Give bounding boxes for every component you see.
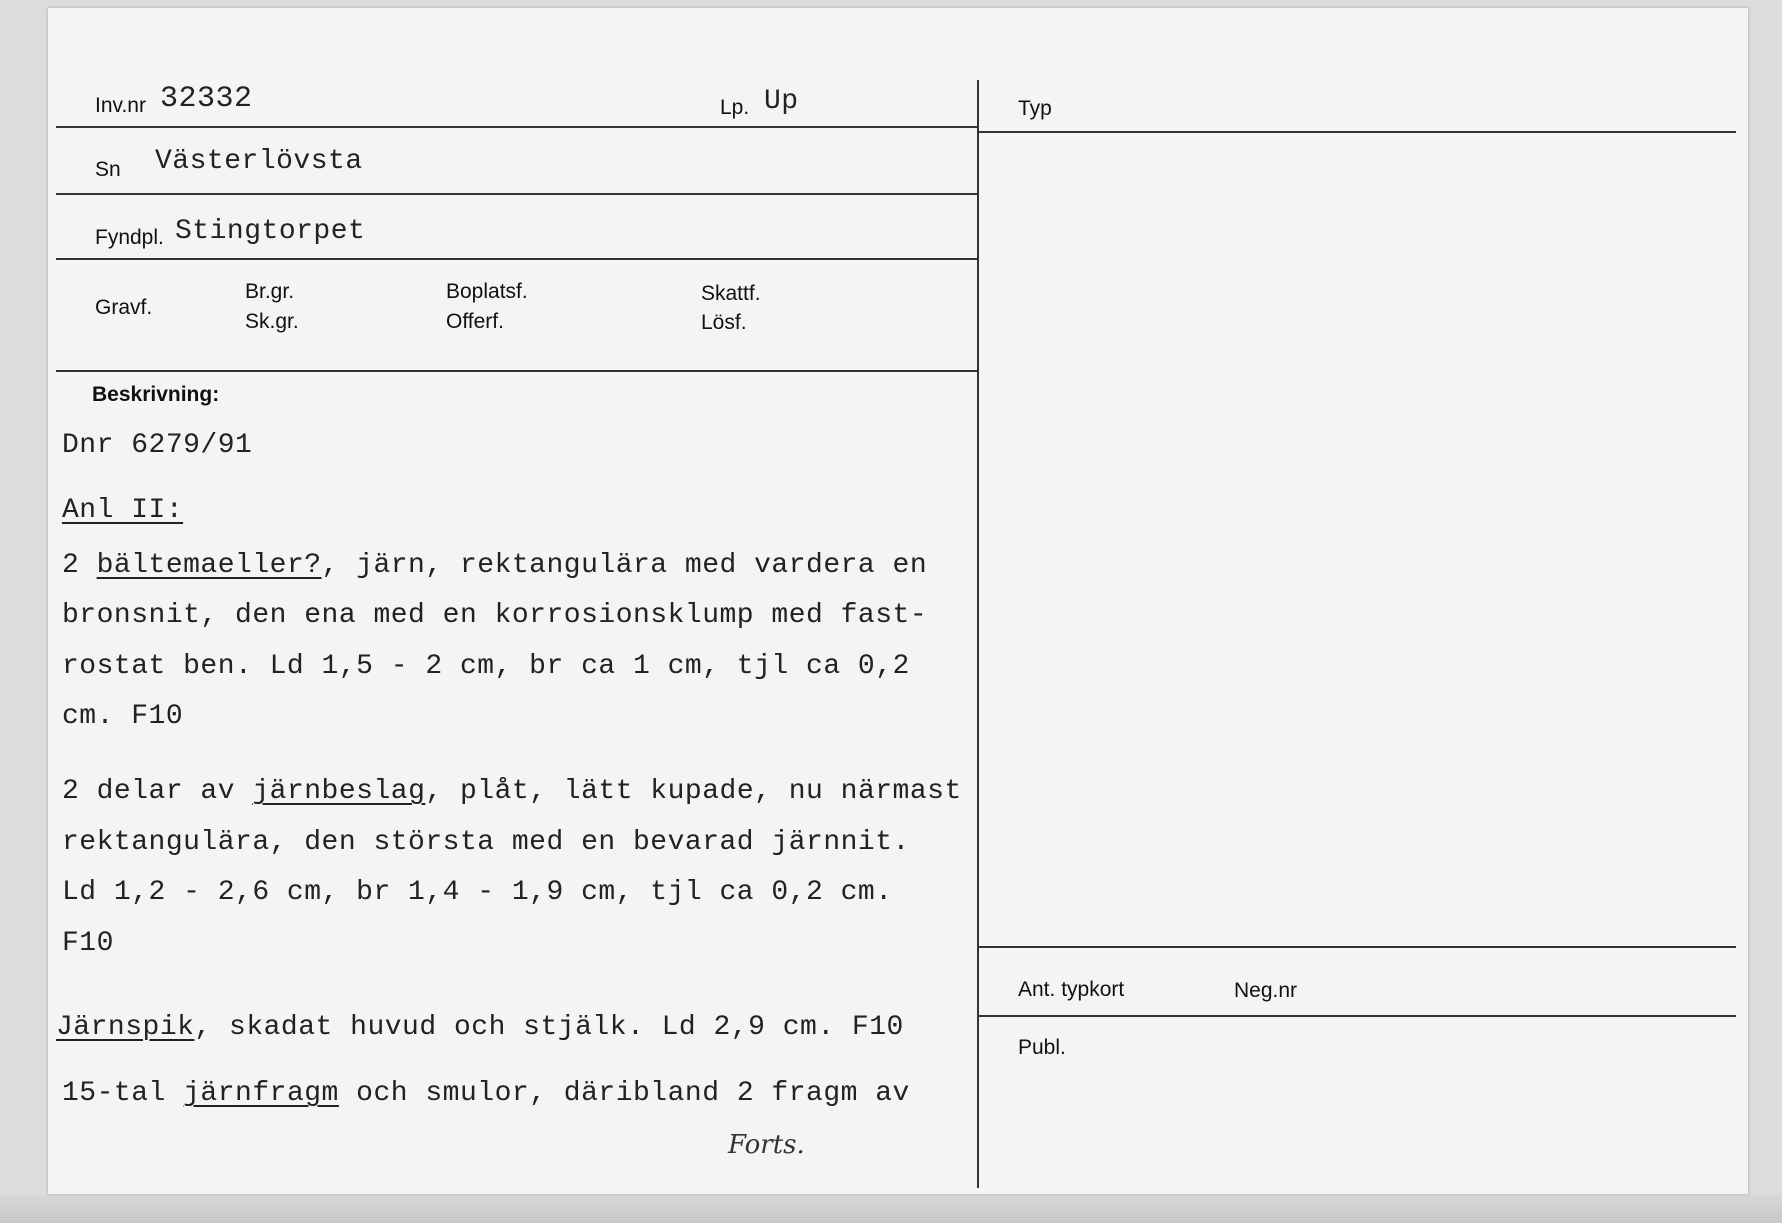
boplatsf-label: Boplatsf. xyxy=(446,280,528,303)
desc-p1-underlined: bältemaeller? xyxy=(96,550,322,581)
desc-p4-underlined: järnfragm xyxy=(183,1078,339,1109)
desc-p2-line1 xyxy=(62,776,962,807)
forts-handwritten: Forts. xyxy=(728,1130,805,1160)
divider-sn xyxy=(56,193,977,195)
desc-p1-line1-post: , järn, rektangulära med vardera en xyxy=(321,550,928,581)
typ-label: Typ xyxy=(1018,97,1052,120)
desc-p2-line4: F10 xyxy=(62,928,114,959)
divider-categories xyxy=(56,370,977,372)
desc-p1-line4: cm. F10 xyxy=(62,701,184,732)
divider-fyndpl xyxy=(56,258,977,260)
lp-value: Up xyxy=(764,86,799,117)
skgr-label: Sk.gr. xyxy=(245,310,299,333)
divider-right-footer xyxy=(979,1015,1736,1017)
desc-p4-line1-pre: 15-tal xyxy=(62,1078,184,1109)
background-edge xyxy=(0,1195,1782,1223)
desc-p3-underlined: Järnspik xyxy=(56,1012,195,1043)
desc-p2-line1-post: , plåt, lätt kupade, nu närmast xyxy=(425,776,962,807)
desc-p4-line1 xyxy=(62,1078,910,1109)
desc-p2-line2: rektangulära, den största med en bevarad järnnit. xyxy=(62,827,910,858)
skattf-label: Skattf. xyxy=(701,282,761,305)
fyndpl-label: Fyndpl. xyxy=(95,226,164,249)
fyndpl-value: Stingtorpet xyxy=(175,216,366,247)
catalog-card xyxy=(48,8,1748,1194)
desc-p1-line1-pre: 2 xyxy=(62,550,97,581)
sn-label: Sn xyxy=(95,158,121,181)
desc-p3-line1-post: , skadat huvud och stjälk. Ld 2,9 cm. F10 xyxy=(194,1012,904,1043)
desc-p3-line1 xyxy=(56,1012,904,1043)
desc-p2-line3: Ld 1,2 - 2,6 cm, br 1,4 - 1,9 cm, tjl ca 0,2 cm. xyxy=(62,877,893,908)
inv-nr-value: 32332 xyxy=(160,82,253,116)
neg-nr-label: Neg.nr xyxy=(1234,979,1298,1002)
desc-p4-line1-post: och smulor, däribland 2 fragm av xyxy=(338,1078,910,1109)
anl-heading: Anl II: xyxy=(62,495,184,526)
divider-header xyxy=(56,126,977,128)
divider-right-lower xyxy=(979,946,1736,948)
brgr-label: Br.gr. xyxy=(245,280,295,303)
offerf-label: Offerf. xyxy=(446,310,504,333)
column-divider xyxy=(977,80,979,1188)
losf-label: Lösf. xyxy=(701,311,747,334)
gravf-label: Gravf. xyxy=(95,296,153,319)
desc-p2-line1-pre: 2 delar av xyxy=(62,776,253,807)
publ-label: Publ. xyxy=(1018,1036,1066,1059)
sn-value: Västerlövsta xyxy=(155,146,363,177)
desc-p1-line3: rostat ben. Ld 1,5 - 2 cm, br ca 1 cm, tjl ca 0,2 xyxy=(62,651,910,682)
desc-p1-line2: bronsnit, den ena med en korrosionsklump med fast- xyxy=(62,600,928,631)
inv-nr-label: Inv.nr xyxy=(95,94,146,117)
divider-typ xyxy=(979,131,1736,133)
ant-typkort-label: Ant. typkort xyxy=(1018,978,1125,1001)
dnr-line: Dnr 6279/91 xyxy=(62,430,253,461)
beskrivning-label: Beskrivning: xyxy=(92,383,220,406)
desc-p2-underlined: järnbeslag xyxy=(252,776,426,807)
desc-p1-line1 xyxy=(62,550,927,581)
lp-label: Lp. xyxy=(720,96,750,119)
